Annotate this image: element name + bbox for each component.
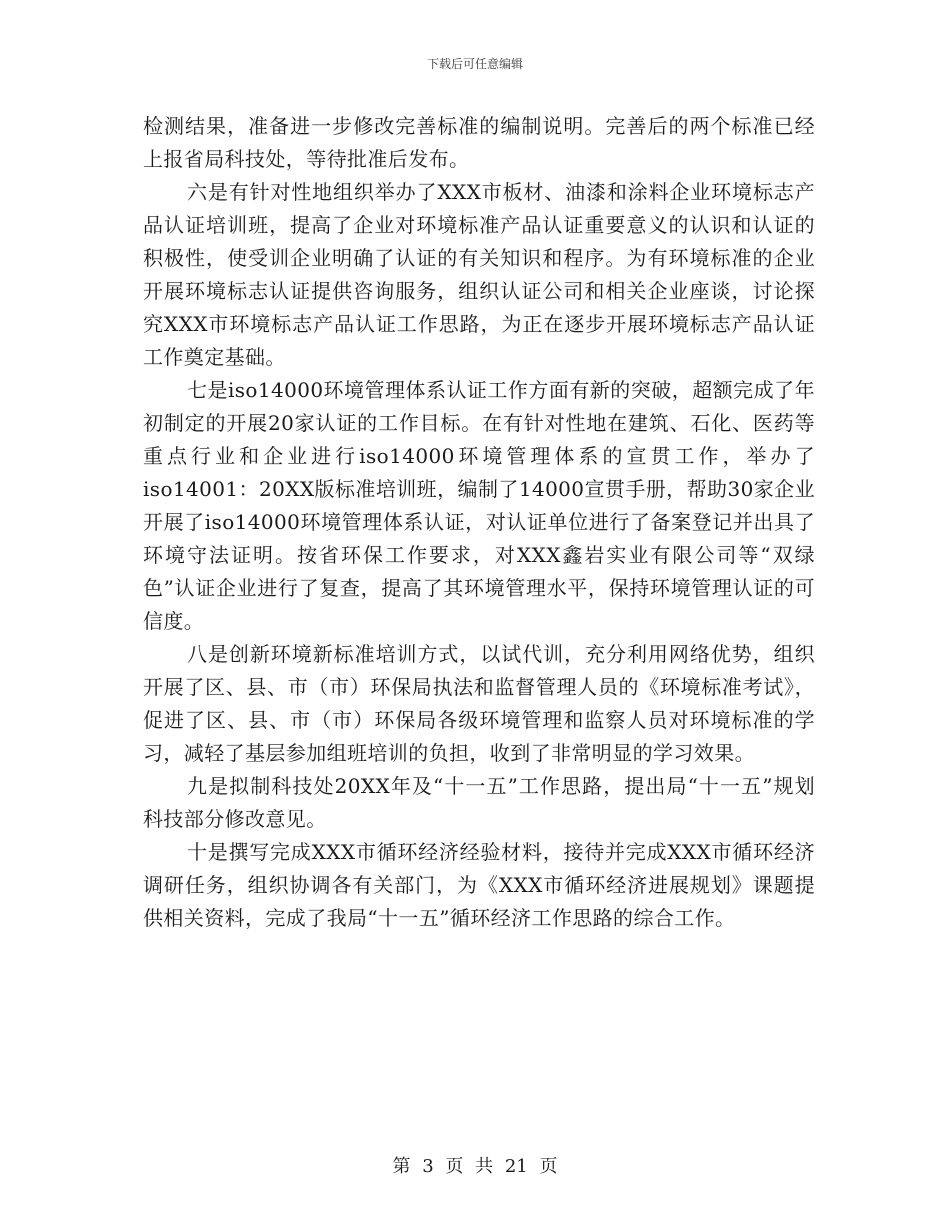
header-note: 下载后可任意编辑 [426,57,523,71]
document-body [143,110,815,935]
paragraph-continuation: 检测结果，准备进一步修改完善标准的编制说明。完善后的两个标准已经上报省局科技处，等待批准后发布。 [143,114,815,171]
page-number: 第 3 页 共 21 页 [392,1156,558,1177]
paragraph-item-10: 十是撰写完成XXX市循环经济经验材料，接待并完成XXX市循环经济调研任务，组织协调各有关部门，为《XXX市循环经济进展规划》课题提供相关资料，完成了我局“十一五”循环经济工作思路的综合工作。 [143,840,815,930]
paragraph-item-6: 六是有针对性地组织举办了XXX市板材、油漆和涂料企业环境标志产品认证培训班，提高了企业对环境标准产品认证重要意义的认识和认证的积极性，使受训企业明确了认证的有关知识和程序。为有环境标准的企业开展环境标志认证提供咨询服务，组织认证公司和相关企业座谈，讨论探究XXX市环境标志产品认证工作思路，为正在逐步开展环境标志产品认证工作奠定基础。 [143,180,815,369]
paragraph-item-7: 七是iso14000环境管理体系认证工作方面有新的突破，超额完成了年初制定的开展20家认证的工作目标。在有针对性地在建筑、石化、医药等重点行业和企业进行iso14000环境管理体系的宣贯工作，举办了iso14001：20XX版标准培训班，编制了14000宣贯手册，帮助30家企业开展了iso14000环境管理体系认证，对认证单位进行了备案登记并出具了环境守法证明。按省环保工作要求，对XXX鑫岩实业有限公司等“双绿色”认证企业进行了复查，提高了其环境管理水平，保持环境管理认证的可信度。 [143,378,815,633]
paragraph-item-8: 八是创新环境新标准培训方式，以试代训，充分利用网络优势，组织开展了区、县、市（市）环保局执法和监督管理人员的《环境标准考试》，促进了区、县、市（市）环保局各级环境管理和监察人员对环境标准的学习，减轻了基层参加组班培训的负担，收到了非常明显的学习效果。 [143,642,815,765]
paragraph-item-9: 九是拟制科技处20XX年及“十一五”工作思路，提出局“十一五”规划科技部分修改意见。 [143,774,815,831]
